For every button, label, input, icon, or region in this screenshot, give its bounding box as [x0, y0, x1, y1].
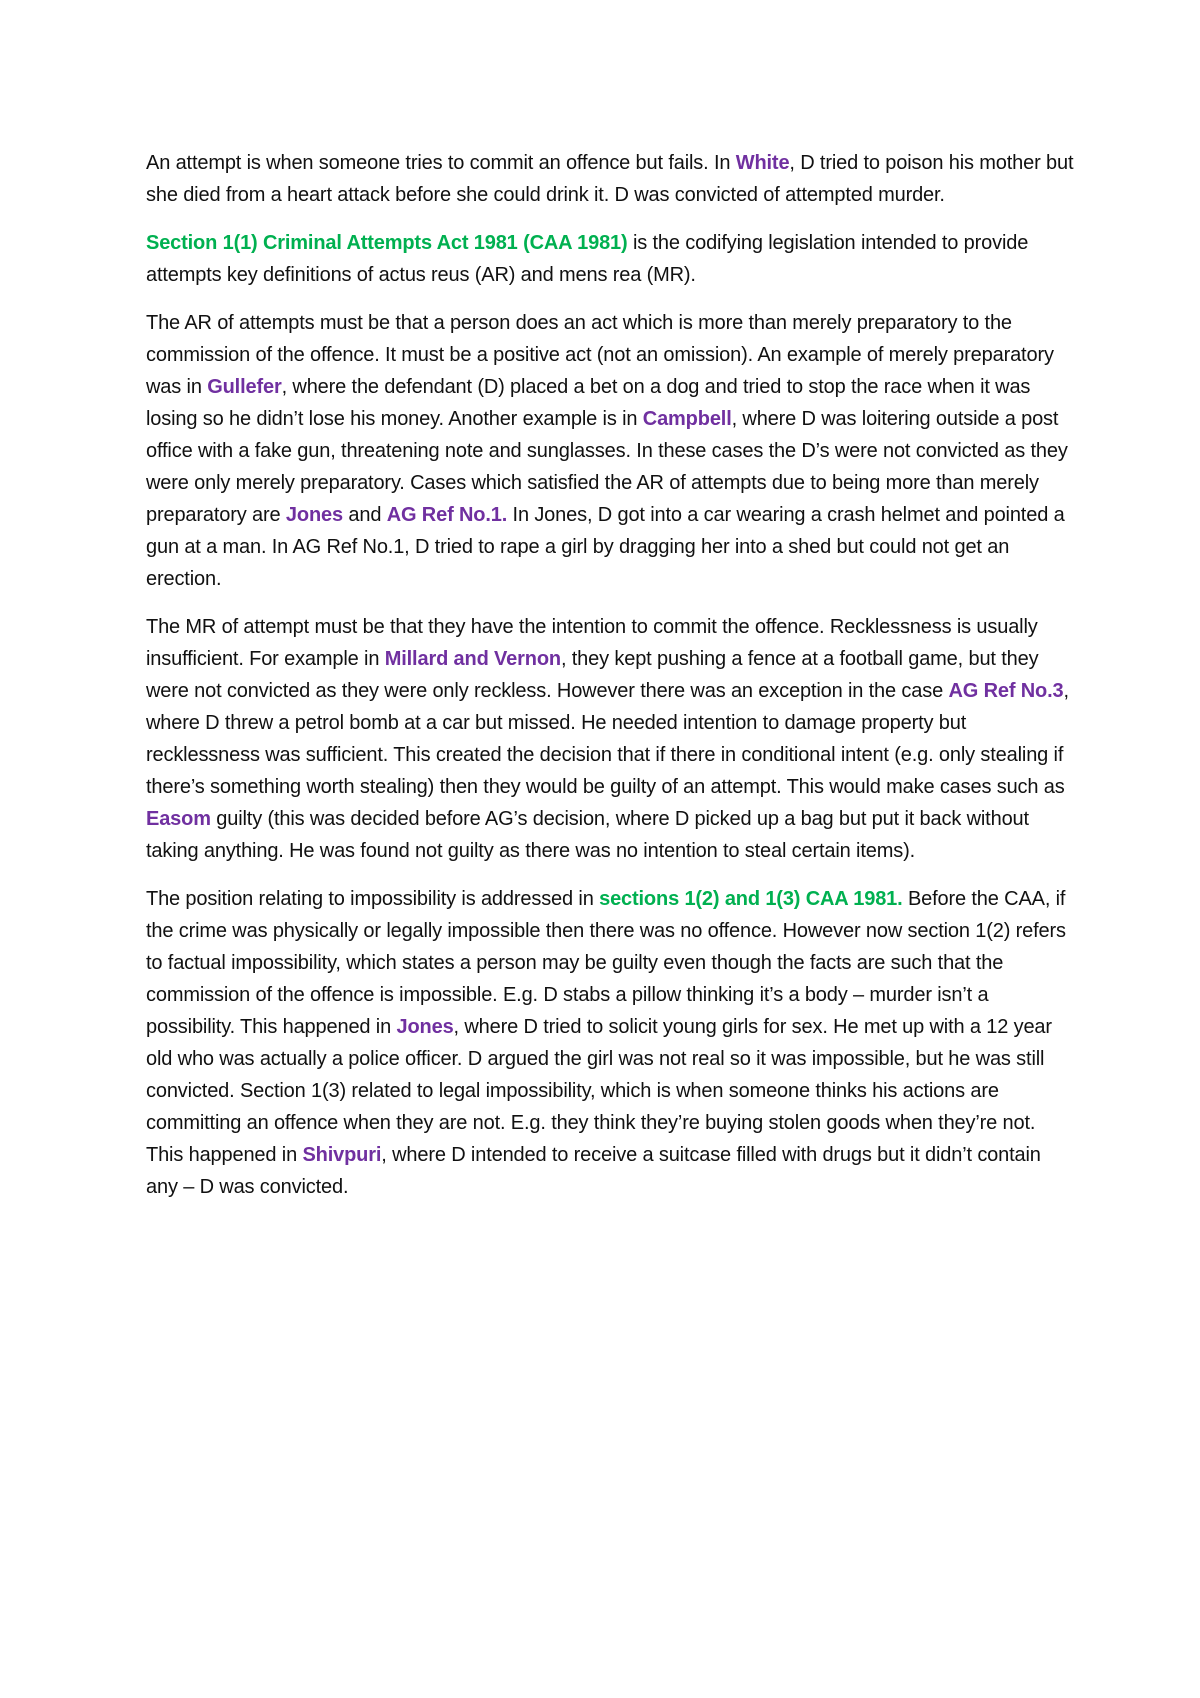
body-text: An attempt is when someone tries to commit an offence but fails. In: [146, 152, 736, 174]
body-text: , where the defendant (D) placed a bet on a dog and tried to stop the race when it was losing so he didn’t lose his money. Another example is in: [146, 376, 1031, 430]
statute-reference: sections 1(2) and 1(3) CAA 1981.: [599, 888, 903, 910]
body-text: , where D was loitering outside a post office with a fake gun, threatening note and sunglasses. In these cases the D’s were not convicted as they were only merely preparatory. Cases which satisfied the AR of attempts due to being more than merely preparatory are: [146, 408, 1068, 526]
document-body: [146, 147, 1074, 1219]
body-text: The AR of attempts must be that a person does an act which is more than merely preparatory to the commission of the offence. It must be a positive act (not an omission). An example of merely preparatory was in: [146, 312, 1054, 398]
body-text: guilty (this was decided before AG’s decision, where D picked up a bag but put it back without taking anything. He was found not guilty as there was no intention to steal certain items).: [146, 808, 1029, 862]
paragraph-impossibility: [146, 883, 1074, 1203]
case-name: Jones: [285, 504, 343, 526]
body-text: is the codifying legislation intended to provide attempts key definitions of actus reus (AR) and mens rea (MR).: [146, 232, 1029, 286]
body-text: The position relating to impossibility is addressed in: [146, 888, 600, 910]
case-name: Campbell: [642, 408, 732, 430]
paragraph-legislation: [146, 227, 1074, 291]
case-name: Jones: [396, 1016, 454, 1038]
case-name: AG Ref No.3: [948, 680, 1064, 702]
case-name: Millard and Vernon: [384, 648, 561, 670]
body-text: In Jones, D got into a car wearing a crash helmet and pointed a gun at a man. In AG Ref No.1, D tried to rape a girl by dragging her into a shed but could not get an erection.: [146, 504, 1065, 590]
body-text: , D tried to poison his mother but she died from a heart attack before she could drink it. D was convicted of attempted murder.: [146, 152, 1074, 206]
statute-reference: Section 1(1) Criminal Attempts Act 1981 (CAA 1981): [146, 232, 628, 254]
case-name: Easom: [146, 808, 211, 830]
body-text: , they kept pushing a fence at a football game, but they were not convicted as they were only reckless. However there was an exception in the case: [146, 648, 1039, 702]
body-text: , where D tried to solicit young girls for sex. He met up with a 12 year old who was actually a police officer. D argued the girl was not real so it was impossible, but he was still convicted. Section 1(3) related to legal impossibility, which is when someone thinks his actions are committing an offence when they are not. E.g. they think they’re buying stolen goods when they’re not. This happened in: [146, 1016, 1052, 1166]
paragraph-actus-reus: [146, 307, 1074, 595]
case-name: Gullefer: [207, 376, 282, 398]
paragraph-mens-rea: [146, 611, 1074, 867]
body-text: The MR of attempt must be that they have the intention to commit the offence. Recklessness is usually insufficient. For example in: [146, 616, 1038, 670]
body-text: and: [342, 504, 387, 526]
body-text: Before the CAA, if the crime was physically or legally impossible then there was no offence. However now section 1(2) refers to factual impossibility, which states a person may be guilty even though the facts are such that the commission of the offence is impossible. E.g. D stabs a pillow thinking it’s a body – murder isn’t a possibility. This happened in: [146, 888, 1066, 1038]
body-text: , where D threw a petrol bomb at a car but missed. He needed intention to damage property but recklessness was sufficient. This created the decision that if there in conditional intent (e.g. only stealing if there’s something worth stealing) then they would be guilty of an attempt. This would make cases such as: [146, 680, 1069, 798]
paragraph-intro: [146, 147, 1074, 211]
case-name: White: [735, 152, 790, 174]
body-text: , where D intended to receive a suitcase filled with drugs but it didn’t contain any – D was convicted.: [146, 1144, 1041, 1198]
case-name: AG Ref No.1.: [386, 504, 508, 526]
case-name: Shivpuri: [302, 1144, 382, 1166]
